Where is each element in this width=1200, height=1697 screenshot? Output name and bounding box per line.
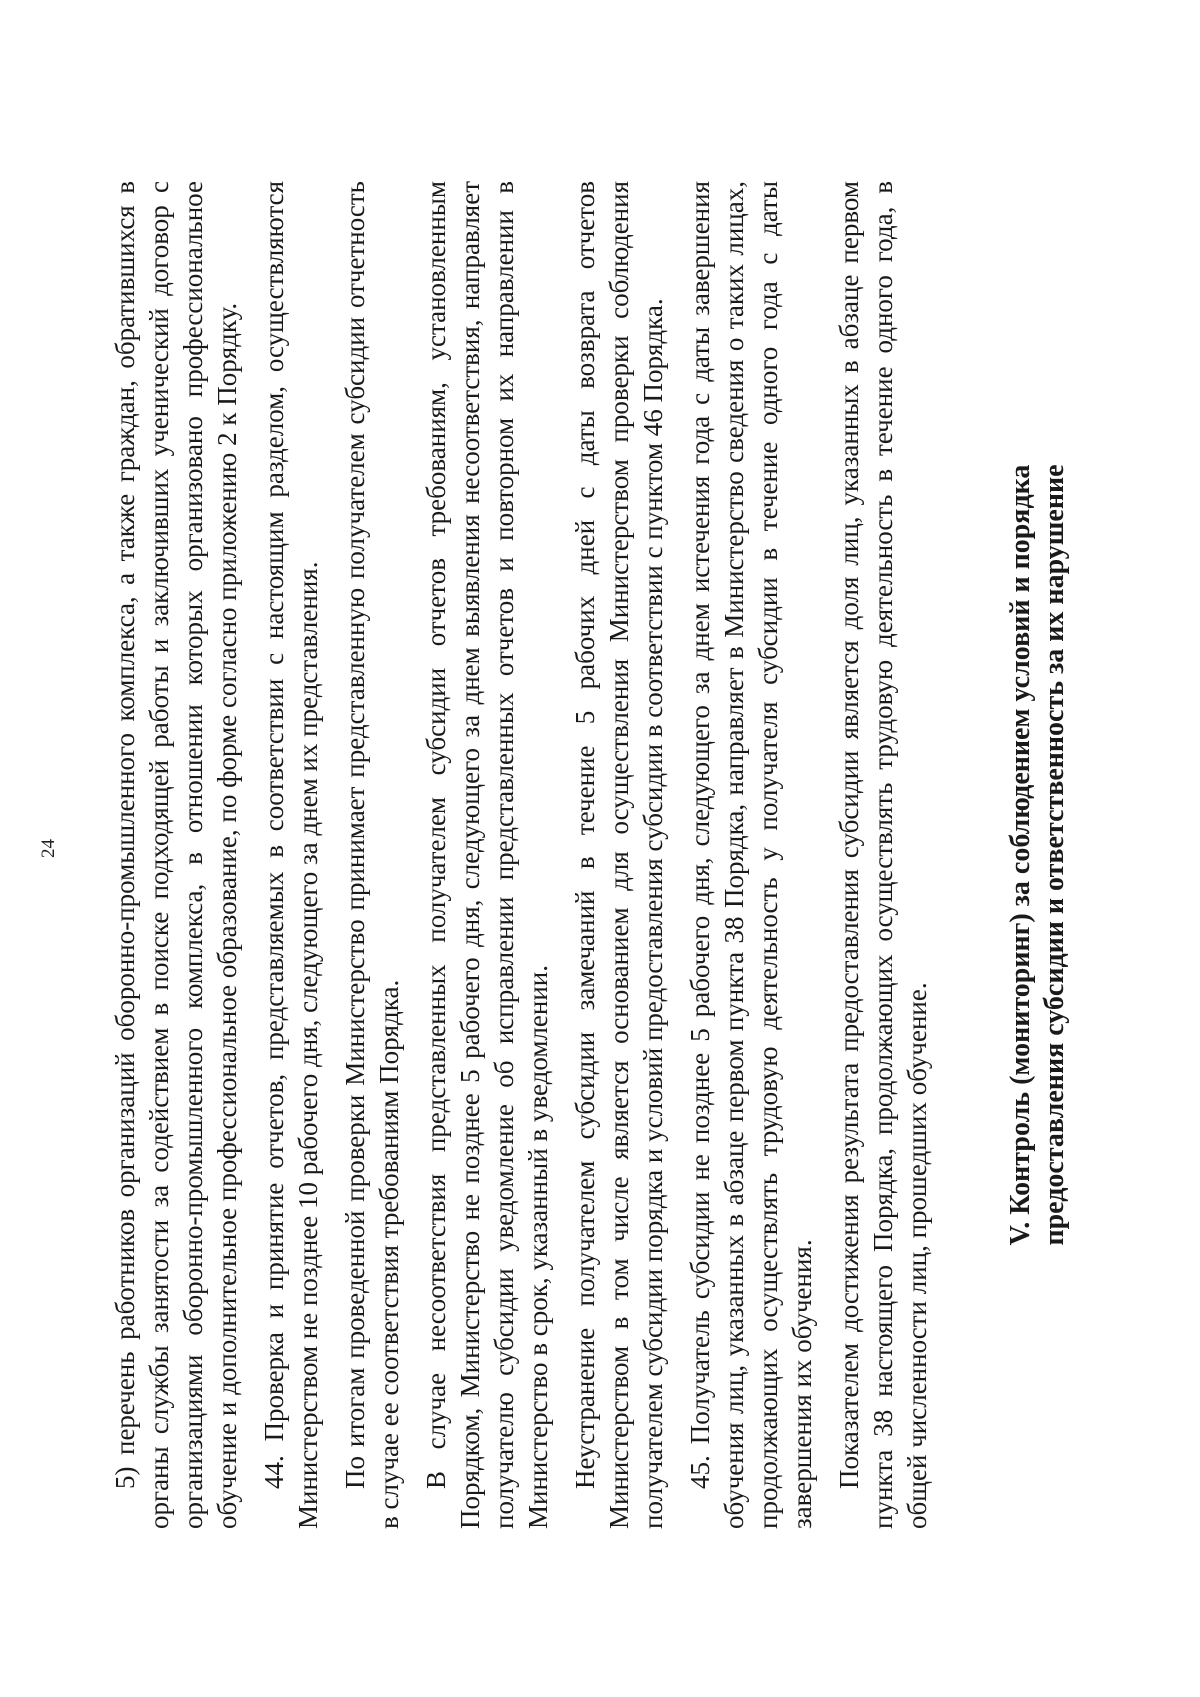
page-number: 24 [38,839,59,858]
paragraph-item-5-list: 5) перечень работников организаций оборонно-промышленного комплекса, а также граждан, обратившихся в органы службы занятости за содействием в поиске подходящей работы и заключивших ученический договор с организациями оборонно-промышленного комплекса, в отношении которых организовано профессиональное обучение и дополнительное профессиональное образование, по форме согласно приложению 2 к Порядку. [110,181,242,1529]
document-body [108,181,1072,1529]
section-heading [1004,181,1072,1529]
section-heading-line-2: предоставления субсидии и ответственность за их нарушение [1039,464,1070,1246]
paragraph-verification-result: По итогам проведенной проверки Министерство принимает представленную получателем субсидии отчетность в случае ее соответствия требованиям Порядка. [340,181,404,1529]
paragraph-clause-45: 45. Получатель субсидии не позднее 5 рабочего дня, следующего за днем истечения года с даты завершения обучения лиц, указанных в абзаце первом пункта 38 Порядка, направляет в Министерство сведения о таких лицах, продолжающих осуществлять трудовую деятельность у получателя субсидии в течение одного года с даты завершения их обучения. [685,181,817,1529]
paragraph-failure-to-correct: Неустранение получателем субсидии замечаний в течение 5 рабочих дней с даты возврата отчетов Министерством в том числе является основанием для осуществления Министерством проверки соблюдения получателем субсидии порядка и условий предоставления субсидии в соответствии с пунктом 46 Порядка. [570,181,668,1529]
paragraph-nonconformity: В случае несоответствия представленных получателем субсидии отчетов требованиям, установленным Порядком, Министерство не позднее 5 рабочего дня, следующего за днем выявления несоответствия, направляет получателю субсидии уведомление об исправлении представленных отчетов и повторном их направлении в Министерство в срок, указанный в уведомлении. [421,181,553,1529]
paragraph-result-indicator: Показателем достижения результата предоставления субсидии является доля лиц, указанных в абзаце первом пункта 38 настоящего Порядка, продолжающих осуществлять трудовую деятельность в течение одного года, в общей численности лиц, прошедших обучение. [834,181,932,1529]
section-heading-line-1: V. Контроль (мониторинг) за соблюдением условий и порядка [1005,464,1036,1246]
paragraph-clause-44: 44. Проверка и принятие отчетов, представляемых в соответствии с настоящим разделом, осуществляются Министерством не позднее 10 рабочего дня, следующего за днем их представления. [259,181,323,1529]
